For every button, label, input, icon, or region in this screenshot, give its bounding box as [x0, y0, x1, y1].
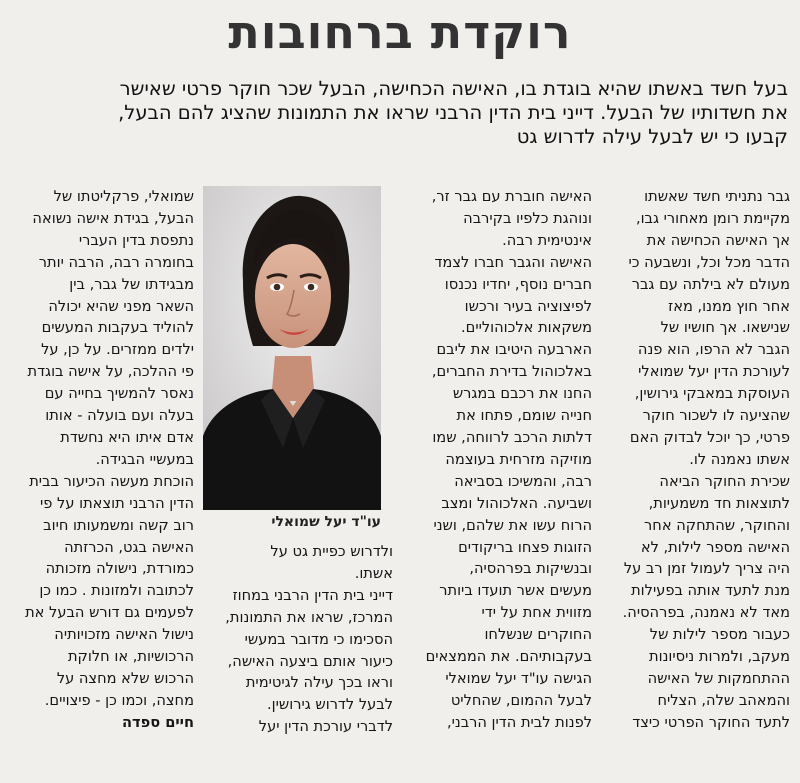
photo-caption: עו"ד יעל שמואלי: [271, 514, 381, 530]
text-line: והמאהב שלה, הצליח: [657, 691, 790, 709]
lawyer-portrait-photo: [203, 186, 381, 510]
headline: רוקדת ברחובות: [228, 5, 572, 59]
text-line: אך האישה הכחישה את: [646, 231, 790, 249]
text-line: דלתות הרכב לרווחה, שמו: [432, 428, 592, 446]
text-line: האישה בגט, הכרזתה: [64, 538, 194, 556]
text-line: הוכחת מעשה הכיעור בבית: [29, 472, 194, 490]
lead-paragraph: [8, 77, 788, 149]
text-line: לפעמים גם דורש הבעל את: [25, 604, 194, 622]
text-line: השאר מפני שהיא יכולה: [48, 297, 194, 315]
text-line: העוסקת במאבקי גירושין,: [634, 385, 790, 403]
text-line: הרוח עשו את שלהם, ושני: [433, 516, 592, 534]
text-line: כמורדת, נישולה מזכותה: [45, 560, 194, 578]
text-line: הרכושיות, או חלוקת: [67, 648, 194, 666]
text-line: מוזיקה מזרחית בעוצמה: [445, 450, 592, 468]
text-line: כעבור מספר לילות של: [649, 626, 790, 644]
text-line: לתוצאות חד משמעיות,: [648, 494, 790, 512]
text-line: להוליד בעקבות המעשים: [41, 319, 194, 337]
text-line: מעולם לא בילתה עם גבר: [631, 275, 790, 293]
text-line: בעקבותיהם. את הממצאים: [425, 648, 592, 666]
text-line: פי ההלכה, על אישה בוגדת: [27, 363, 194, 381]
text-line: ושביעה. האלכוהול ומצב: [441, 494, 592, 512]
text-line: שהציעה לו לשכור חוקר: [642, 407, 790, 425]
text-line: הזוגות פצחו בריקודים: [458, 538, 592, 556]
text-line: המרכז, שראו את התמונות,: [225, 608, 393, 626]
text-line: שנישאו. אך חושיו של: [660, 319, 790, 337]
text-line: רבה, והמשיכו בסביאה: [454, 472, 592, 490]
text-line: חברים נוסף, יחדיו נכנסו: [444, 275, 592, 293]
text-line: בחומרה רבה, הרבה יותר: [38, 253, 194, 271]
text-line: בעלה ועם בועלה - אותו: [45, 407, 194, 425]
text-line: אחר חוץ ממנו, מאז: [668, 297, 790, 315]
text-line: הגבר לא הרפו, הוא פנה: [637, 341, 790, 359]
article-column-4: [6, 186, 194, 734]
lead-line: את חשדותיו של הבעל. דייני בית הדין הרבני שראו את התמונות שהציג להם הבעל,: [118, 101, 788, 124]
text-line: מאד לא נאמנה, בפרהסיה.: [622, 604, 790, 622]
text-line: נתפסת בדין העברי: [78, 231, 194, 249]
text-line: ההתחמקות של האישה: [647, 669, 790, 687]
text-line: החוקרים שנשלחו: [484, 626, 592, 644]
text-line: נאסר להמשיך בחייה עם: [44, 385, 194, 403]
text-line: הגישה עו"ד יעל שמואלי: [445, 669, 592, 687]
text-line: אשתו.: [354, 564, 393, 582]
text-line: אדם איתו היא נחשדת: [60, 428, 194, 446]
text-line: לעורכת הדין יעל שמואלי: [638, 363, 790, 381]
text-line: דייני בית הדין הרבני במחוז: [232, 586, 393, 604]
text-line: האישה חוברת עם גבר זר,: [431, 188, 592, 205]
lead-line: בעל חשד באשתו שהיא בוגדת בו, האישה הכחישה, הבעל שכר חוקר פרטי שאישר: [119, 77, 788, 100]
text-line: נישול האישה מזכויותיה: [54, 626, 194, 644]
text-line: ילדים ממזרים. על כן, על: [41, 341, 194, 359]
text-line: אשתו נאמנה לו.: [689, 450, 790, 468]
text-line: לדברי עורכת הדין יעל: [258, 718, 393, 736]
text-line: האישה והגבר חברו לצמד: [434, 253, 592, 271]
text-line: ונוהגת כלפיו בקירבה: [463, 209, 592, 227]
text-line: הדין הרבני תוצאתו על פי: [40, 494, 194, 512]
text-line: הבעל, בגידת אישה נשואה: [32, 209, 194, 227]
text-line: וראו בכך עילה לגיטימית: [245, 674, 393, 692]
text-line: ובנשיקות בפרהסיה,: [469, 560, 592, 578]
text-line: במעשיי הבגידה.: [95, 450, 194, 468]
text-line: גבר נתניתי חשד שאשתו: [644, 188, 790, 205]
text-line: לפיצוציה בעיר ורכשו: [464, 297, 592, 315]
text-line: החנו את רכבם במגרש: [452, 385, 592, 403]
text-line: לבעל ההמום, שהחליט: [450, 691, 592, 709]
text-line: שכירת החוקר הביאה: [659, 472, 790, 490]
lead-line: קבעו כי יש לבעל עילה לדרוש גט: [516, 125, 788, 148]
text-line: מזווית אחת על ידי: [481, 604, 592, 622]
text-line: הרכוש שלא מחצה על: [56, 669, 194, 687]
text-line: מחצה, וכמו כן - פיצויים.: [44, 691, 194, 709]
text-line: מנת לתעד אותה בפעילות: [631, 582, 790, 600]
author-signature: חיים ספדה: [122, 713, 194, 731]
text-line: ולדרוש כפיית גט על: [270, 543, 393, 560]
text-line: לפנות לבית הדין הרבני,: [446, 713, 592, 731]
article-column-3: [203, 541, 393, 738]
text-line: הדבר מכל וכל, ונשבעה כי: [628, 253, 790, 271]
text-line: משקאות אלכוהוליים.: [461, 319, 592, 337]
article-column-1: [600, 186, 790, 734]
text-line: והחוקר, שהתחקה אחר: [644, 516, 790, 534]
text-line: לתעד החוקר הפרטי כיצד: [632, 713, 790, 731]
text-line: כיעור אותם ביצעה האישה,: [227, 652, 393, 670]
text-line: מעשים אשר תועדו ביותר: [439, 582, 592, 600]
text-line: מבגידתו של גבר, בין: [69, 275, 194, 293]
text-line: לבעל לדרוש גירושין.: [267, 696, 393, 714]
text-line: מקיימת רומן מאחורי גבו,: [635, 209, 790, 227]
text-line: האישה מספר לילות, לא: [640, 538, 790, 556]
text-line: פרטי, כך יוכל לבדוק האם: [629, 428, 790, 446]
text-line: באלכוהול בדירת החברים,: [431, 363, 592, 381]
text-line: מעקב, ולמרות ניסיונות: [649, 648, 790, 666]
text-line: שמואלי, פרקליטתו של: [53, 188, 194, 205]
text-line: חנייה שומם, פתחו את: [456, 407, 592, 425]
text-line: הסכימו כי מדובר במעשי: [244, 630, 393, 648]
text-line: לכתובה ולמזונות . כמו כן: [39, 582, 194, 600]
text-line: הארבעה היטיבו את ליבם: [436, 341, 592, 359]
text-line: היה צריך לעמול זמן רב על: [623, 560, 790, 578]
text-line: אינטימית רבה.: [502, 231, 592, 249]
text-line: רוב קשה ומשמעותו חיוב: [43, 516, 194, 534]
article-column-2: [404, 186, 592, 734]
